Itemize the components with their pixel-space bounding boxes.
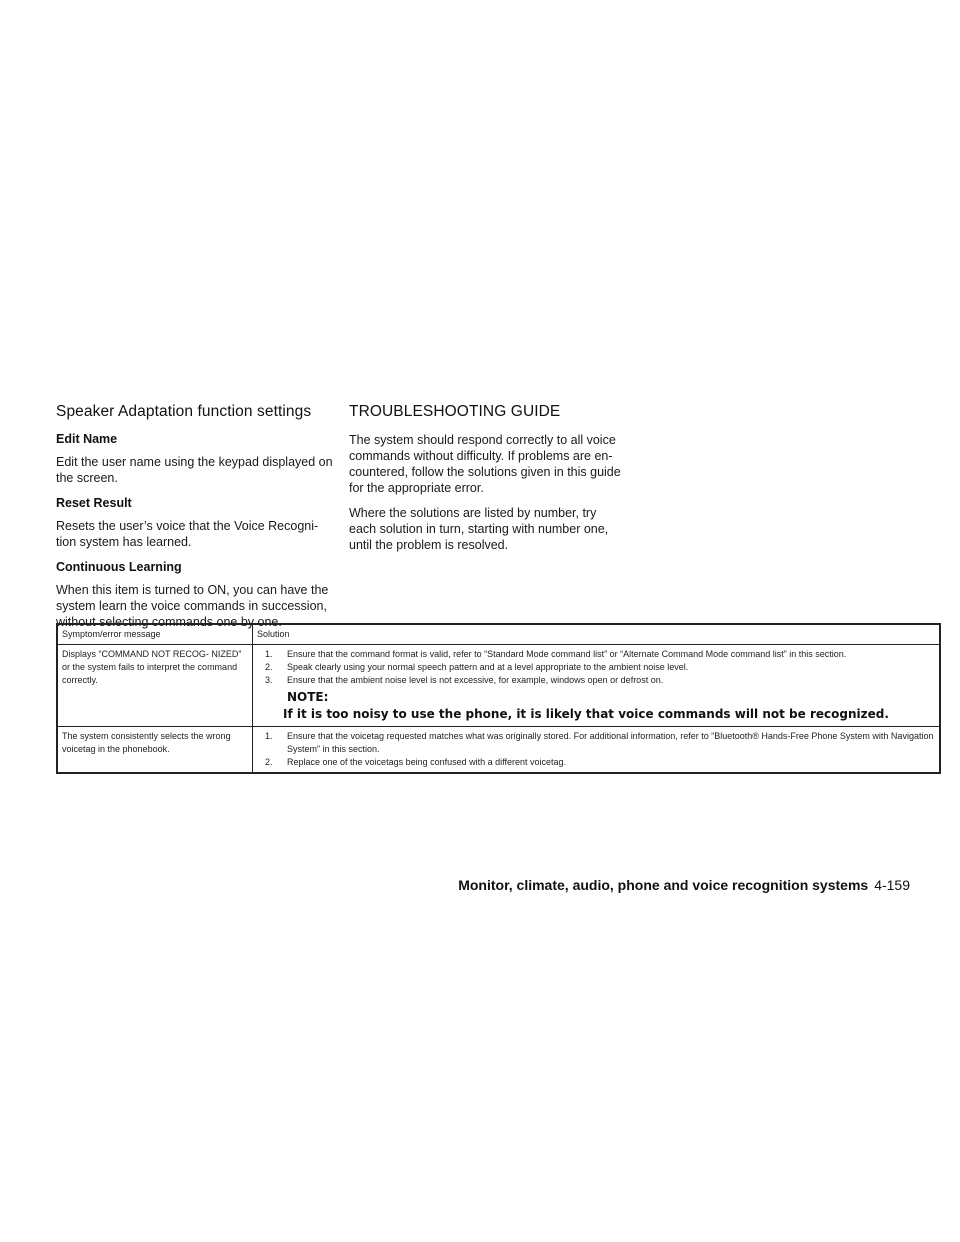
step-text: Replace one of the voicetags being confused with a different voicetag. [287, 757, 567, 767]
item-text-edit-name: Edit the user name using the keypad displayed on the screen. [56, 455, 333, 485]
column-header-solution: Solution [253, 624, 941, 645]
table-header-row [57, 624, 940, 645]
section-heading: TROUBLESHOOTING GUIDE [349, 403, 561, 420]
step-number: 2. [265, 662, 273, 672]
intro-paragraph: The system should respond correctly to all voice commands without difficulty. If problems are en- countered, follow the solutions given in this guide for the appropriate error. [349, 433, 621, 495]
solution-steps [257, 730, 935, 769]
step-text: Ensure that the command format is valid, refer to “Standard Mode command list” or “Alternate Command Mode command list” in this section. [287, 649, 847, 659]
note-text: If it is too noisy to use the phone, it is likely that voice commands will not be recognized. [283, 707, 889, 721]
troubleshooting-table [56, 623, 941, 774]
item-text-reset-result: Resets the user’s voice that the Voice Recogni- tion system has learned. [56, 519, 319, 549]
step-number: 1. [265, 731, 273, 741]
item-title-continuous-learning: Continuous Learning [56, 560, 182, 574]
step-number: 3. [265, 675, 273, 685]
symptom-cell: Displays “COMMAND NOT RECOG- NIZED” or the system fails to interpret the command correctly. [57, 645, 253, 727]
step-number: 1. [265, 649, 273, 659]
symptom-cell: The system consistently selects the wrong voicetag in the phonebook. [57, 727, 253, 774]
step-text: Ensure that the ambient noise level is not excessive, for example, windows open or defrost on. [287, 675, 664, 685]
troubleshooting-section [349, 403, 622, 562]
step-text: Ensure that the voicetag requested matches what was originally stored. For additional information, refer to “Bluetooth® Hands-Free Phone System with Navigation System” in this section. [287, 731, 934, 754]
instruction-paragraph: Where the solutions are listed by number, try each solution in turn, starting with number one, until the problem is resolved. [349, 506, 609, 552]
item-title-reset-result: Reset Result [56, 496, 132, 510]
note-block [257, 691, 935, 723]
section-heading: Speaker Adaptation function settings [56, 403, 312, 420]
note-label: NOTE: [287, 690, 329, 704]
page-number: 4-159 [874, 877, 910, 893]
column-header-symptom: Symptom/error message [57, 624, 253, 645]
solution-cell [253, 645, 941, 727]
speaker-adaptation-section [56, 403, 334, 640]
item-title-edit-name: Edit Name [56, 432, 118, 446]
table-row [57, 727, 940, 774]
solution-step [257, 730, 935, 756]
solution-step [257, 661, 935, 674]
table-row [57, 645, 940, 727]
solution-steps [257, 648, 935, 687]
solution-step [257, 756, 935, 769]
step-text: Speak clearly using your normal speech pattern and at a level appropriate to the ambient noise level. [287, 662, 689, 672]
footer-title: Monitor, climate, audio, phone and voice recognition systems [458, 877, 869, 893]
page-footer [458, 877, 910, 893]
solution-step [257, 648, 935, 661]
step-number: 2. [265, 757, 273, 767]
solution-step [257, 674, 935, 687]
item-text-continuous-learning: When this item is turned to ON, you can have the system learn the voice commands in succession, without selecting commands one by one. [56, 583, 329, 629]
solution-cell [253, 727, 941, 774]
